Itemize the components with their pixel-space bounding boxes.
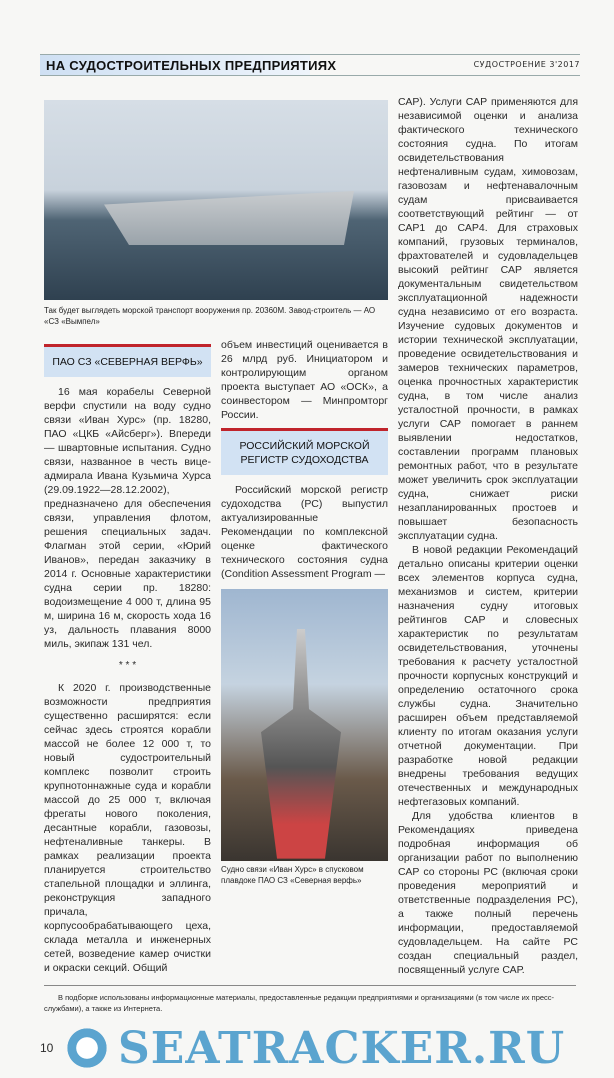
paragraph: объем инвестиций оценивается в 26 млрд руб. Инициатором и контролирующим органом проекта выступает АО «ОСК», а соинвестором — Минпромторг России.: [221, 338, 388, 421]
article-grid: [44, 95, 588, 977]
watermark: SEATRACKER.RU: [118, 1022, 566, 1074]
section-title: НА СУДОСТРОИТЕЛЬНЫХ ПРЕДПРИЯТИЯХ: [40, 55, 310, 75]
page-number: 10: [40, 1041, 54, 1055]
ship-shape: [261, 629, 341, 859]
left-column: [44, 338, 211, 975]
paragraph: В новой редакции Рекомендаций детально описаны критерии оценки всех элементов корпуса судна, механизмов и систем, критерии назначения судну итоговых рейтингов САР и словесных характеристик по результатам освидетельствования, уточнены требования к расчету усталостной прочности корпусных конструкций и определению остаточного срока службы судна. Значительно расширен объем представляемой клиенту по итогам оказания услуги отчетной документации. При разработке новой редакции внедрены требования ведущих отечественных и международных нефтегазовых компаний.: [398, 544, 578, 808]
section2-heading: РОССИЙСКИЙ МОРСКОЙ РЕГИСТР СУДОХОДСТВА: [221, 428, 388, 475]
footer-divider: [44, 985, 576, 986]
paragraph: САР). Услуги САР применяются для независимой оценки и анализа фактического технического состояния судна. По итогам освидетельствования нефтеналивным судам, химовозам, газовозам и нефтенавалочным судам присваивается соответствующий рейтинг — от САР1 до САР4. Для страховых компаний, грузовых терминалов, фрахтователей и судовладельцев высокий рейтинг САР является документальным свидетельством эксплуатационной надежности судна независимо от его возраста. Изучение судовых документов и истории технической эксплуатации, проведение освидетельствования и замеров технических параметров, оценка прочностных характеристик судна, в том числе анализ усталостной прочности, в рамках услуги САР помогает в раннем выявлении недостатков, составлении программ плановых ремонтных работ, что в результате может увеличить срок эксплуатации судна, снижает риски незапланированных простоев и повышает безопасность эксплуатации судна.: [398, 96, 578, 542]
footnote: В подборке использованы информационные материалы, предоставленные редакции предприятиями и организациями (в том числе их пресс-службами), а также из Интернета.: [44, 993, 555, 1013]
page-bottom: [40, 1018, 604, 1078]
section1-heading: ПАО СЗ «СЕВЕРНАЯ ВЕРФЬ»: [44, 344, 211, 377]
ship-render-photo: [44, 100, 388, 300]
paragraph: Российский морской регистр судоходства (РС) выпустил актуализированные Рекомендации по комплексной оценке фактического технического состояния судна (Condition Assessment Program —: [221, 483, 388, 580]
paragraph: Для удобства клиентов в Рекомендациях приведена подробная информация об организации работ по выполнению САР со стороны РС (включая сроки проведения мероприятий и ответственные подразделения РС), а также полный перечень информации, предоставляемой судовладельцем. На сайте РС создан специальный раздел, посвященный услуге САР.: [398, 810, 578, 976]
running-header: [40, 54, 580, 76]
separator-stars: * * *: [118, 659, 137, 671]
photo1-caption: Так будет выглядеть морской транспорт вооружения пр. 20360М. Завод-строитель — АО «СЗ «Вымпел»: [44, 306, 376, 327]
right-column: [398, 95, 578, 977]
journal-issue: СУДОСТРОЕНИЕ 3'2017: [473, 60, 580, 69]
paragraph: К 2020 г. производственные возможности предприятия существенно расширятся: если сейчас здесь строятся корабли массой не более 12 000 т, то новый судостроительный комплекс позволит строить крупнотоннажные суда и корабли массой до 25 000 т, включая фрегаты нового поколения, десантные корабли, газовозы, нефтеналивные танкеры. В рамках реализации проекта планируется строительство стапельной площадки и эллинга, реконструкция западного причала, корпусообрабатывающего цеха, склада металла и инженерных сетей, возведение камер очистки и окраски секций. Общий: [44, 681, 211, 974]
watermark-sun-icon: [62, 1023, 112, 1073]
ship-shape: [104, 155, 354, 245]
photo2-caption: Судно связи «Иван Хурс» в спусковом плавдоке ПАО СЗ «Северная верфь»: [221, 864, 364, 885]
middle-column: [221, 338, 388, 886]
paragraph: 16 мая корабелы Северной верфи спустили на воду судно связи «Иван Хурс» (пр. 18280, ПАО «ЦКБ «Айсберг»). Впереди — швартовные испытания. Судно связи, названное в честь вице-адмирала Ивана Кузьмича Хурса (29.09.1922—28.12.2002), предназначено для обеспечения связи, управления флотом, решения специальных задач. Флагман этой серии, «Юрий Иванов», передан заказчику в 2014 г. Основные характеристики судна серии пр. 18280: водоизмещение 4 000 т, длина 95 м, ширина 16 м, скорость хода 16 уз, дальность плавания 8000 миль, экипаж 131 чел.: [44, 385, 211, 650]
ship-launch-photo: [221, 589, 388, 861]
